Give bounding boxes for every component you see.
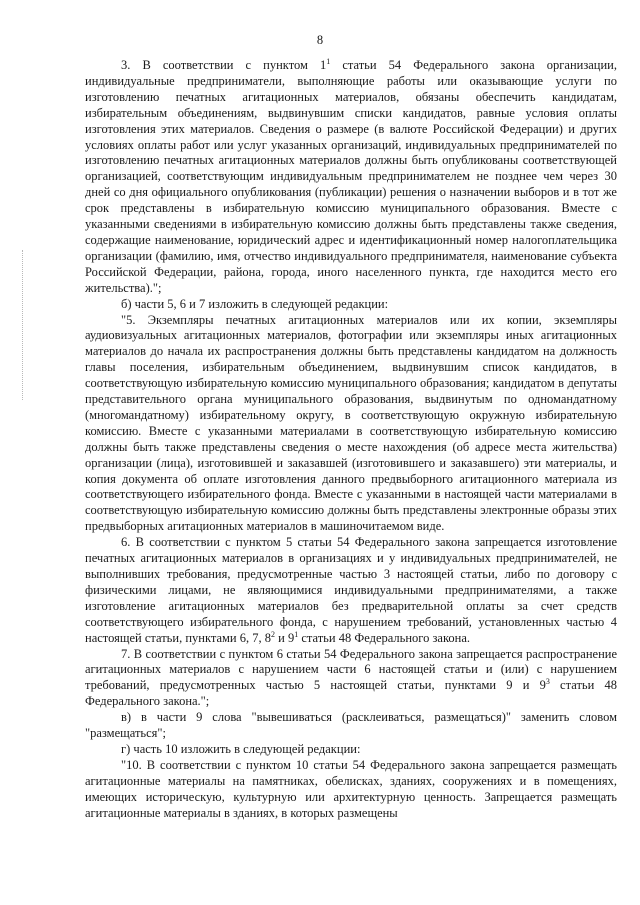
- paragraph: [85, 58, 617, 297]
- text-segment: статьи 54 Федерального закона организации, индивидуальные предприниматели, выполняющие работы или оказывающие услуги по изготовлению печатных агитационных материалов, обязаны обеспечить кандидатам, избирательным объединениям, выдвинувшим списки кандидатов, равные условия оплаты изготовления этих материалов. Сведения о размере (в валюте Российской Федерации) и других условиях оплаты работ или услуг указанных организаций, индивидуальных предпринимателей по изготовлению печатных агитационных материалов должны быть опубликованы соответствующей организацией, соответствующим индивидуальным предпринимателем не позднее чем через 30 дней со дня официального опубликования (публикации) решения о назначении выборов и в тот же срок представлены в избирательную комиссию муниципального образования. Вместе с указанными сведениями в избирательную комиссию должны быть представлены также сведения, содержащие наименование, юридический адрес и идентификационный номер налогоплательщика организации (фамилию, имя, отчество индивидуального предпринимателя, наименование субъекта Российской Федерации, района, города, иного населенного пункта, где находится место его жительства).";: [85, 58, 617, 295]
- superscript: 1: [294, 629, 299, 639]
- text-segment: статьи 48 Федерального закона.";: [85, 678, 617, 709]
- text-segment: 6. В соответствии с пунктом 5 статьи 54 Федерального закона запрещается изготовление печатных агитационных материалов в организациях и у индивидуальных предпринимателей, не выполнивших требования, предусмотренные частью 3 настоящей статьи, либо по договору с физическими лицами, не являющимися индивидуальными предпринимателями, а также изготовление агитационных материалов без предварительной оплаты за счет средств соответствующего избирательного фонда, с нарушением требований, установленных частью 4 настоящей статьи, пунктами 6, 7, 8: [85, 535, 617, 645]
- text-segment: 3. В соответствии с пунктом 1: [121, 58, 327, 72]
- paragraph: [85, 313, 617, 536]
- superscript: 1: [326, 56, 331, 66]
- page-number: 8: [316, 33, 324, 47]
- margin-marks: [22, 250, 25, 400]
- text-segment: и 9: [275, 630, 295, 645]
- text-segment: "10. В соответствии с пунктом 10 статьи 54 Федерального закона запрещается размещать агитационные материалы на памятниках, обелисках, зданиях, сооружениях и в помещениях, имеющих историческую, культурную или архитектурную ценность. Запрещается размещать агитационные материалы в зданиях, в которых размещены: [85, 757, 617, 820]
- text-segment: б) части 5, 6 и 7 изложить в следующей редакции:: [121, 296, 389, 311]
- paragraph: [85, 535, 617, 646]
- superscript: 2: [271, 629, 275, 639]
- document-body: [85, 58, 617, 822]
- paragraph: [85, 647, 617, 711]
- text-segment: в) в части 9 слова "вывешиваться (расклеиваться, размещаться)" заменить словом "размещаться";: [85, 710, 617, 741]
- text-segment: статьи 48 Федерального закона.: [298, 630, 470, 645]
- text-segment: "5. Экземпляры печатных агитационных материалов или их копии, экземпляры аудиовизуальных агитационных материалов, фотографии или экземпляры иных агитационных материалов до начала их распространения должны быть представлены кандидатом на должность главы поселения, избирательным объединением, выдвинувшим список кандидатов, в соответствующую избирательную комиссию муниципального образования; кандидатом в депутаты представительного органа муниципального образования, выдвинутым по одномандатному (многомандатному) избирательному округу, в соответствующую окружную избирательную комиссию. Вместе с указанными материалами в соответствующую избирательную комиссию должны быть также представлены сведения о месте нахождения (об адресе места жительства) организации (лица), изготовившей и заказавшей (изготовившего и заказавшего) эти материалы, и копия документа об оплате изготовления данного предвыборного агитационного материала из соответствующего избирательного фонда. Вместе с указанными в настоящей части материалами в соответствующую избирательную комиссию должны быть представлены электронные образы этих предвыборных агитационных материалов в машиночитаемом виде.: [85, 312, 617, 534]
- text-segment: 7. В соответствии с пунктом 6 статьи 54 Федерального закона запрещается распространение агитационных материалов с нарушением части 6 настоящей статьи и (или) с нарушением требований, предусмотренных частью 5 настоящей статьи, пунктами 9 и 9: [85, 646, 617, 693]
- paragraph: [85, 742, 617, 758]
- paragraph: [85, 710, 617, 742]
- superscript: 3: [545, 677, 550, 687]
- paragraph: [85, 758, 617, 822]
- paragraph: [85, 297, 617, 313]
- text-segment: г) часть 10 изложить в следующей редакции:: [121, 741, 361, 756]
